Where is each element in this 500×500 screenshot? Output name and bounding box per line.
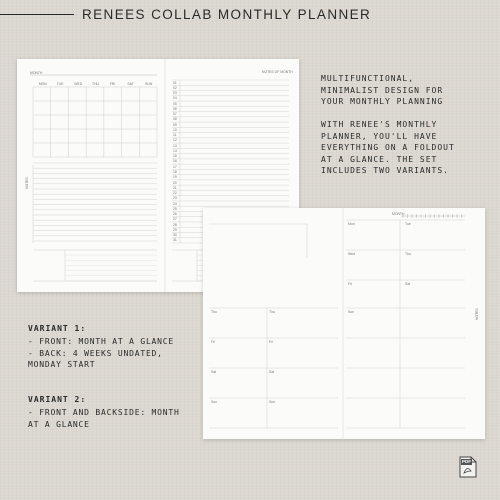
- weekday-label: MON: [38, 82, 47, 86]
- day-number: 06: [173, 106, 177, 111]
- planner-variant-2-preview: [203, 208, 485, 439]
- day-number: 07: [173, 112, 177, 117]
- day-number: 02: [173, 85, 177, 90]
- day-number: 31: [173, 238, 177, 243]
- variant-1-line: - BACK: 4 WEEKS UNDATED,: [28, 348, 163, 358]
- day-label: Thu: [211, 310, 217, 314]
- day-number: 20: [173, 180, 177, 185]
- weekday-label: THU: [92, 82, 99, 86]
- day-label: Sun: [269, 400, 276, 404]
- day-label: Thu: [269, 310, 275, 314]
- weekday-label: WED: [74, 82, 83, 86]
- variant-1-heading: VARIANT 1:: [28, 324, 87, 333]
- day-label: Thu: [405, 252, 411, 257]
- planner-a-right-header: NOTES OF MONTH: [262, 70, 293, 74]
- variant-2-heading: VARIANT 2:: [28, 395, 87, 404]
- day-number: 09: [173, 122, 177, 127]
- day-number: 18: [173, 169, 177, 174]
- day-number: 08: [173, 117, 177, 122]
- day-number: 04: [173, 96, 177, 101]
- desc-line: PLANNER, YOU'LL HAVE: [321, 131, 438, 141]
- desc-line: EVERYTHING ON A FOLDOUT: [321, 143, 455, 152]
- day-label: Mon: [348, 222, 355, 227]
- page-title: RENEES COLLAB MONTHLY PLANNER: [82, 7, 372, 22]
- weekday-label: SAT: [127, 82, 134, 86]
- header-rule: [0, 14, 74, 15]
- day-label: Sat: [405, 282, 411, 287]
- day-label: Sun: [348, 310, 355, 315]
- day-number: 21: [173, 185, 177, 190]
- day-label: Fri: [211, 340, 215, 344]
- day-label: Wed: [348, 252, 355, 257]
- day-number: 11: [173, 133, 177, 138]
- day-label: Sat: [211, 370, 217, 374]
- day-number: 05: [173, 101, 177, 106]
- planner-b-month-label: MONTH: [392, 212, 405, 216]
- day-number: 26: [173, 212, 177, 217]
- desc-line: MINIMALIST DESIGN FOR: [321, 85, 444, 95]
- day-number: 12: [173, 138, 177, 143]
- day-label: Fri: [348, 282, 352, 287]
- description-paragraph-1: [321, 73, 443, 108]
- day-number: 27: [173, 217, 177, 222]
- day-number: 15: [173, 154, 177, 159]
- description-paragraph-2: [321, 119, 455, 177]
- day-label: Tue: [405, 222, 411, 227]
- desc-line: MULTIFUNCTIONAL,: [321, 74, 415, 83]
- day-number: 22: [173, 191, 177, 196]
- day-number: 28: [173, 222, 177, 227]
- day-label: Sat: [269, 370, 275, 374]
- desc-line: WITH RENEE'S MONTHLY: [321, 120, 438, 129]
- planner-b-side-label: NOTES: [475, 308, 479, 320]
- day-number: 17: [173, 164, 177, 169]
- day-number: 29: [173, 227, 177, 232]
- weekday-label: SUN: [145, 82, 153, 86]
- variant-2-line: - FRONT AND BACKSIDE: MONTH: [28, 408, 180, 417]
- day-number: 23: [173, 196, 177, 201]
- day-number: 24: [173, 201, 177, 206]
- day-number: 01: [173, 80, 177, 85]
- pdf-label: PDF: [462, 459, 471, 464]
- variant-2-line: AT A GLANCE: [28, 419, 90, 429]
- day-number: 10: [173, 127, 177, 132]
- weekday-label: TUE: [56, 82, 64, 86]
- desc-line: INCLUDES TWO VARIANTS.: [321, 166, 449, 175]
- day-label: Sun: [211, 400, 218, 404]
- planner-variant-2-layout: [203, 208, 485, 439]
- planner-a-notes-label: NOTES: [25, 177, 29, 189]
- day-number: 13: [173, 143, 177, 148]
- variant-1-line: MONDAY START: [28, 360, 96, 369]
- day-number: 03: [173, 91, 177, 96]
- day-label: Fri: [269, 340, 273, 344]
- day-number: 14: [173, 148, 177, 153]
- desc-line: YOUR MONTHLY PLANNING: [321, 97, 444, 106]
- day-number: 19: [173, 175, 177, 180]
- variant-1-line: - FRONT: MONTH AT A GLANCE: [28, 337, 175, 346]
- day-number: 16: [173, 159, 177, 164]
- weekday-label: FRI: [109, 82, 116, 86]
- planner-a-month-label: MONTH: [30, 71, 43, 75]
- day-number: 25: [173, 206, 177, 211]
- desc-line: AT A GLANCE. THE SET: [321, 154, 438, 164]
- day-number: 30: [173, 233, 177, 238]
